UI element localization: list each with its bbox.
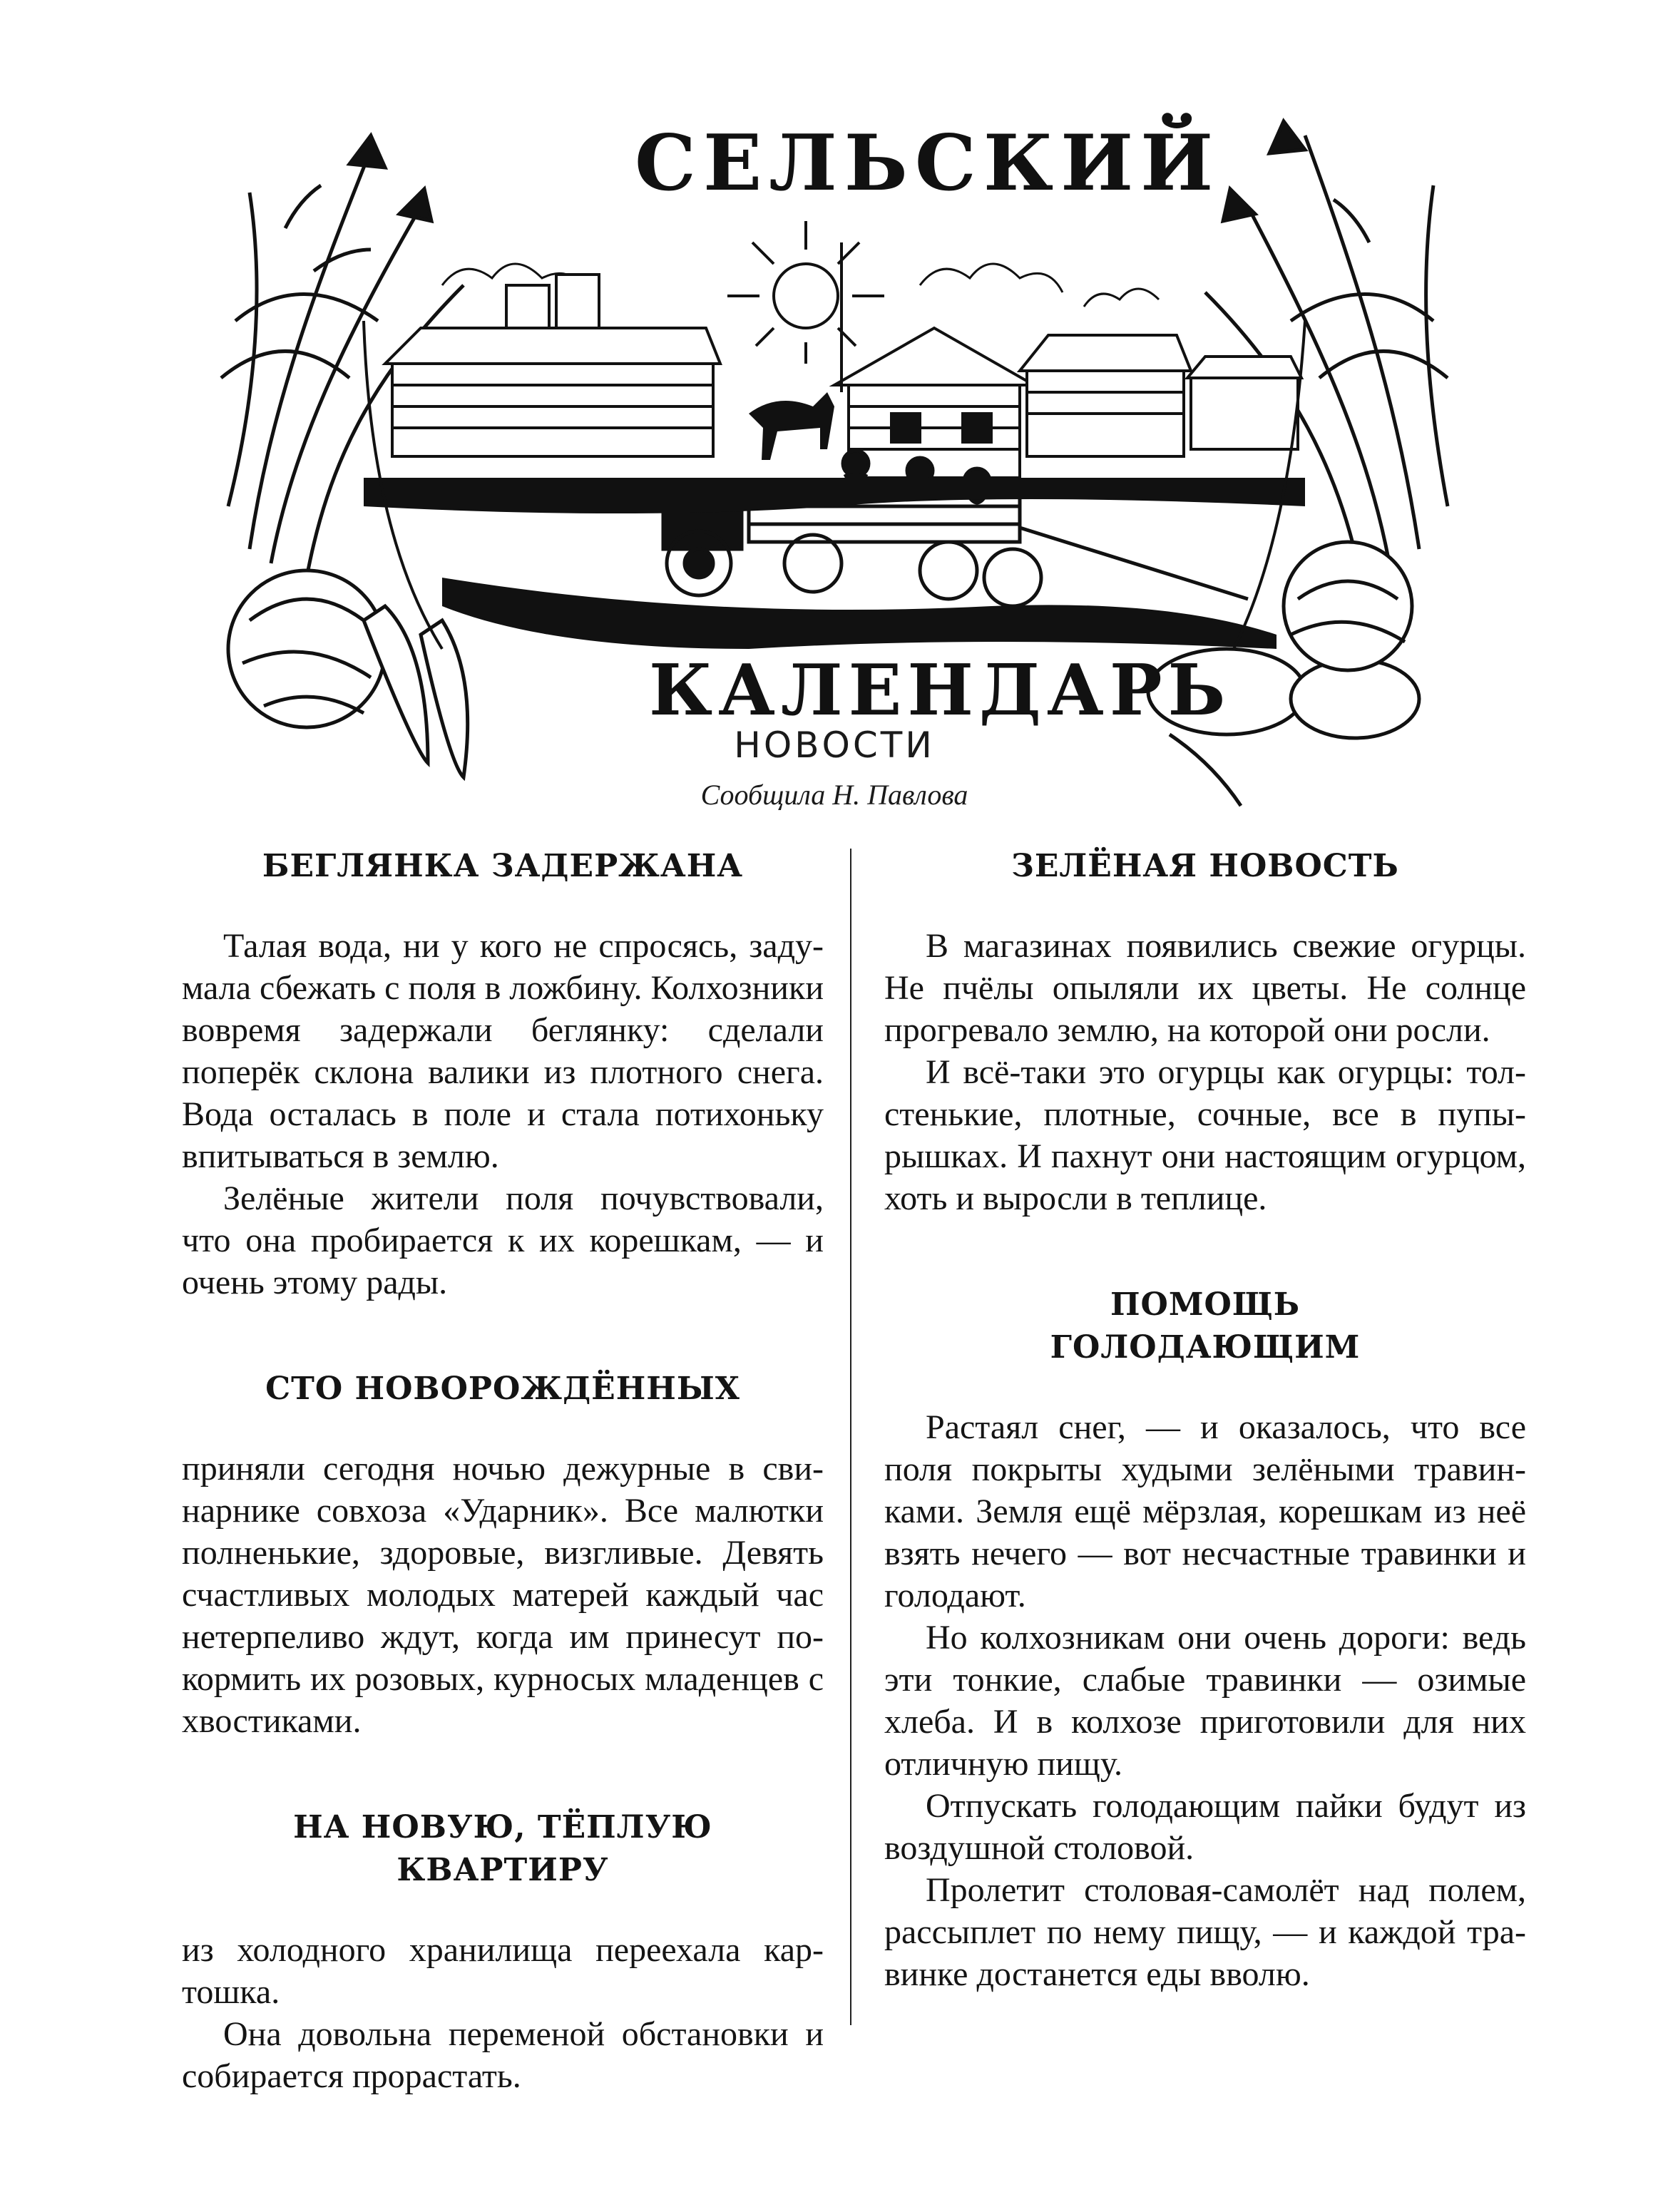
article-paragraph: приняли сегодня ночью дежурные в свинарнике совхоза «Ударник». Все малютки полненькие, здоровые, визгливые. Девять счастливых молодых матерей каждый час нетерпеливо ждут, когда им принесут покормить их розовых, курносых младенцев с хвостиками.: [182, 1450, 824, 1740]
article: [884, 845, 1526, 1219]
article-heading: БЕГЛЯНКА ЗАДЕРЖАНА: [262, 848, 744, 884]
article: [182, 1368, 824, 1742]
barn-left: [385, 275, 720, 456]
right-column: [884, 845, 1526, 1995]
left-column: [182, 845, 824, 2097]
article-paragraph: И всё-таки это огурцы как огурцы: толстенькие, плотные, сочные, все в пупырышках. И пахнут они настоящим огурцом, хоть и выросли в теплице.: [884, 1053, 1526, 1217]
column-divider: [850, 849, 851, 2025]
article: [884, 1284, 1526, 1995]
article-paragraph: Она довольна переменой обстановки и собирается прорастать.: [182, 2015, 824, 2095]
heading-line: ГОЛОДАЮЩИМ: [1050, 1329, 1361, 1366]
article: [182, 845, 824, 1304]
article-paragraph: Талая вода, ни у кого не спросясь, задумала сбежать с поля в ложбину. Колхозники вовремя задержали беглянку: сделали поперёк склона валики из плотного снега. Вода осталась в поле и стала потихоньку впитываться в землю.: [182, 927, 824, 1175]
article: [182, 1806, 824, 2097]
heading-line: ПОМОЩЬ: [1110, 1286, 1301, 1323]
article-paragraph: Но колхозникам они очень дороги: ведь эти тонкие, слабые травинки — озимые хлеба. И в колхозе приготовили для них отличную пищу.: [884, 1619, 1526, 1783]
title-top: СЕЛЬСКИЙ: [635, 118, 1221, 208]
title-bottom: КАЛЕНДАРЬ: [649, 650, 1232, 732]
article-heading: ЗЕЛЁНАЯ НОВОСТЬ: [1011, 848, 1399, 884]
article-heading: СТО НОВОРОЖДЁННЫХ: [265, 1371, 740, 1407]
article-paragraph: Пролетит столовая-самолёт над полем, рассыплет по нему пищу, — и каждой травинке достанется еды вволю.: [884, 1871, 1526, 1993]
article-paragraph: Зелёные жители поля почувствовали, что она пробирается к их корешкам, — и очень этому рады.: [182, 1179, 824, 1301]
article-paragraph: В магазинах появились свежие огурцы. Не пчёлы опыляли их цветы. Не солнце прогревало землю, на которой они росли.: [884, 927, 1526, 1049]
ground: [364, 478, 1305, 649]
article-heading: [884, 1284, 1526, 1369]
horse: [749, 392, 834, 460]
house-center: [834, 242, 1034, 478]
sun: [727, 221, 884, 364]
article-heading: НА НОВУЮ, ТЁПЛУЮ КВАРТИРУ: [293, 1809, 712, 1888]
byline: Сообщила Н. Павлова: [700, 779, 968, 811]
header-vignette: [207, 107, 1462, 820]
article-paragraph: Отпускать голодающим пайки будут из воздушной столовой.: [884, 1787, 1526, 1867]
article-paragraph: Растаял снег, — и оказалось, что все поля покрыты худыми зелёными травинками. Земля ещё мёрзлая, корешкам из неё взять нечего — вот несчастные травинки и голодают.: [884, 1408, 1526, 1614]
article-paragraph: из холодного хранилища переехала картошка.: [182, 1931, 824, 2011]
subtitle: НОВОСТИ: [734, 724, 935, 766]
